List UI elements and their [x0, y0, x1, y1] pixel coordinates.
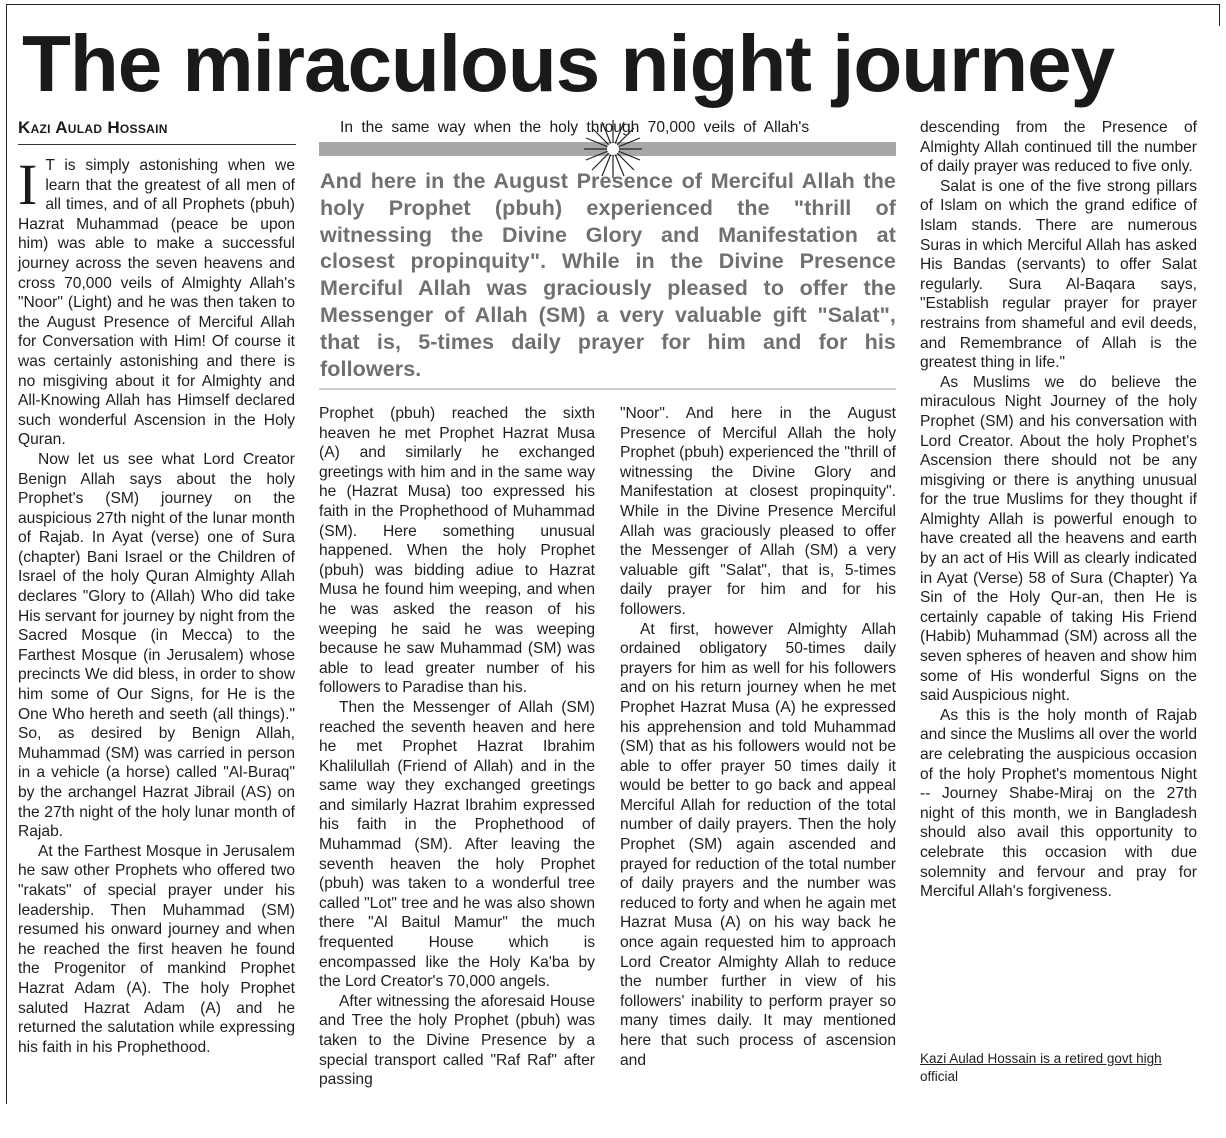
- author-note-line-2: official: [920, 1069, 959, 1084]
- paragraph: At first, however Almighty Allah ordained obligatory 50-times daily prayers for him as well for his followers and on his return journey when he met Prophet Hazrat Musa (A) he expressed his apprehension and told Muhammad (SM) that as his followers would not be able to offer prayer 50 times daily it would be better to go back and appeal Merciful Allah for reduction of the total number of daily prayers. Then the holy Prophet (SM) again ascended and prayed for reduction of the total number of daily prayers and the number was reduced to forty and when he again met Hazrat Musa (A) on his way back he once again requested him to approach Lord Creator Almighty Allah to reduce the number further in view of his followers' inability to perform prayer so many times daily. It may mentioned here that such process of ascension and: [620, 620, 896, 1069]
- paragraph: Prophet (pbuh) reached the sixth heaven he met Prophet Hazrat Musa (A) and similarly he exchanged greetings with him and in the same way he (Hazrat Musa) too expressed his faith in the Prophethood of Muhammad (SM). Here something unusual happened. When the holy Prophet (pbuh) was bidding adiue to Hazrat Musa he found him weeping, and when he was asked the reason of his weeping he said he was weeping because he saw Muhammad (SM) was able to lead greater number of his followers to Paradise than his.: [319, 405, 595, 697]
- pullquote: And here in the August Presence of Merciful Allah the holy Prophet (pbuh) experienced the "thrill of witnessing the Divine Glory and Manifestation at closest propinquity". While in the Divine Presence Merciful Allah was graciously pleased to offer the Messenger of Allah (SM) a very valuable gift "Salat", that is, 5-times daily prayer for him and for his followers.: [320, 169, 896, 381]
- paragraph: As Muslims we do believe the miraculous Night Journey of the holy Prophet (SM) and his conversation with Lord Creator. About the holy Prophet's Ascension there should not be any misgiving or there is anything unusual for the true Muslims for they thought if Almighty Allah is powerful enough to have created all the heavens and earth by an act of His Will as clearly indicated in Ayat (Verse) 58 of Sura (Chapter) Ya Sin of the Holy Qur-an, then He is certainly capable of taking His Friend (Habib) Muhammad (SM) across all the seven spheres of heaven and show him some of His wonderful Signs on the said Auspicious night.: [920, 373, 1197, 705]
- paragraph: Then the Messenger of Allah (SM) reached the seventh heaven and here he met Prophet Hazrat Ibrahim Khalilullah (Friend of Allah) and in the same way they exchanged greetings and similarly Hazrat Ibrahim expressed his faith in the Prophethood of Muhammad (SM). After leaving the seventh heaven the holy Prophet (pbuh) was taken to a wonderful tree called "Lot" tree and he was also shown there "Al Baitul Mamur" the much frequented House which is encompassed like the Holy Ka'ba by the Lord Creator's 70,000 angels.: [319, 698, 595, 991]
- pullquote-rule: [319, 388, 896, 390]
- paragraph: Salat is one of the five strong pillars of Islam on which the grand edifice of Islam stands. There are numerous Suras in which Merciful Allah has asked His Bandas (servants) to offer Salat regularly. Sura Al-Baqara says, "Establish regular prayer for prayer restrains from shameful and evil deeds, and Remembrance of Allah is the greatest thing in life.": [920, 177, 1197, 372]
- headline: The miraculous night journey: [22, 19, 1115, 108]
- column-3: [620, 404, 896, 1070]
- drop-cap: I: [18, 152, 38, 217]
- column-2-top-line: In the same way when the holy through 70,000 veils of Allah's: [340, 119, 810, 136]
- column-1: [18, 152, 295, 1057]
- top-rule: [6, 4, 1220, 5]
- paragraph: After witnessing the aforesaid House and Tree the holy Prophet (pbuh) was taken to the Divine Presence by a special transport called "Raf Raf" after passing: [319, 992, 595, 1089]
- paragraph-text: T is simply astonishing when we learn that the greatest of all men of all times, and of all Prophets (pbuh) Hazrat Muhammad (peace be upon him) was able to make a successful journey across the seven heavens and cross 70,000 veils of Almighty Allah's "Noor" (Light) and he was then taken to the August Presence of Merciful Allah for Conversation with Him! Of course it was certainly astonishing and there is no misgiving about it for Almighty and All-Knowing Allah has Himself declared such wonderful Ascension in the Holy Quran.: [18, 157, 295, 449]
- author-note: [920, 1050, 1200, 1086]
- paragraph: As this is the holy month of Rajab and since the Muslims all over the world are celebrating the auspicious occasion of the holy Prophet's momentous Night -- Journey Shabe-Miraj on the 27th night of this month, we in Bangladesh should also avail this opportunity to celebrate this occasion with due solemnity and fervour and pray for Merciful Allah's forgiveness.: [920, 706, 1197, 901]
- byline: [18, 118, 298, 138]
- byline-rule: [18, 144, 296, 145]
- paragraph: descending from the Presence of Almighty Allah continued till the number of daily prayer was reduced to five only.: [920, 119, 1197, 176]
- paragraph: Now let us see what Lord Creator Benign Allah says about the holy Prophet's (SM) journey on the auspicious 27th night of the lunar month of Rajab. In Ayat (verse) one of Sura (chapter) Bani Israel or the Children of Israel of the holy Quran Almighty Allah declares "Glory to (Allah) Who did take His servant for journey by night from the Sacred Mosque (in Mecca) to the Farthest Mosque (in Jerusalem) whose precincts We did bless, in order to show him some of Our Signs, for He is the One Who hereth and seeth (all things)." So, as desired by Benign Allah, Muhammad (SM) was carried in person in a vehicle (a horse) called "Al-Buraq" by the archangel Hazrat Jibrail (AS) on the 27th night of the holy lunar month of Rajab.: [18, 450, 295, 841]
- byline-name: Kazi Aulad Hossain: [18, 118, 168, 137]
- column-2: [319, 404, 595, 1090]
- left-rule: [6, 4, 7, 1104]
- paragraph: At the Farthest Mosque in Jerusalem he saw other Prophets who offered two "rakats" of special prayer under his leadership. Then Muhammad (SM) resumed his onward journey and when he reached the first heaven he found the Progenitor of mankind Prophet Hazrat Adam (A). The holy Prophet saluted Hazrat Adam (A) and he returned the salutation while expressing his faith in his Prophethood.: [18, 842, 295, 1056]
- paragraph: [18, 152, 295, 450]
- paragraph: "Noor". And here in the August Presence of Merciful Allah the holy Prophet (pbuh) experienced the "thrill of witnessing the Divine Glory and Manifestation at closest propinquity". While in the Divine Presence Merciful Allah was graciously pleased to offer the Messenger of Allah (SM) a very valuable gift "Salat", that is, 5-times daily prayer for him and for his followers.: [620, 405, 896, 618]
- right-rule: [1219, 4, 1220, 26]
- author-note-line-1: Kazi Aulad Hossain is a retired govt high: [920, 1051, 1162, 1066]
- column-4: [920, 118, 1197, 902]
